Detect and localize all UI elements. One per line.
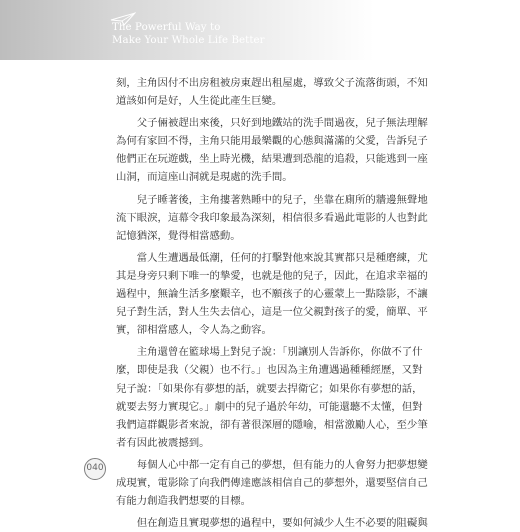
text-line: 就要去努力實現它。」劇中的兒子過於年幼，可能還聽不太懂，但對 [116,400,423,413]
text-line: 記憶猶深，覺得相當感動。 [116,229,241,242]
paragraph [116,74,428,110]
text-line: 者有因此被震撼到。 [116,436,210,449]
text-line: 山洞，而這座山洞就是現處的洗手間。 [116,171,293,184]
text-line: 我們這群觀影者來說，卻有著很深層的隱喻，相當激勵人心，至少筆 [116,418,428,431]
text-line: 其是身旁只剩下唯一的摯愛，也就是他的兒子，因此，在追求幸福的 [116,269,428,282]
body-text [116,74,428,532]
text-line: 流下眼淚，這幕令我印象最為深刻，相信很多看過此電影的人也對此 [116,211,428,224]
text-line: 有能力創造我們想要的目標。 [116,495,252,508]
text-line: 為何有家回不得，主角只能用最樂觀的心態與滿滿的父愛，告訴兒子 [116,135,428,148]
text-line: 父子倆被趕出來後，只好到地鐵站的洗手間過夜，兒子無法理解 [116,117,428,130]
text-line: 主角還曾在籃球場上對兒子說：「別讓別人告訴你，你做不了什 [116,346,423,359]
book-title-line-1: The Powerful Way to [112,22,221,33]
text-line: 每個人心中都一定有自己的夢想，但有能力的人會努力把夢想變 [116,458,428,471]
running-header [0,0,520,60]
paragraph [116,514,428,532]
text-line: 成現實，電影除了向我們傳達應該相信自己的夢想外，還要堅信自己 [116,476,428,489]
text-line: 麼，即使是我（父親）也不行。」也因為主角遭遇過種種經歷，又對 [116,364,423,377]
paragraph [116,456,428,510]
text-line: 過程中，無論生活多麼艱辛，也不願孩子的心靈蒙上一點陰影，不讓 [116,288,428,301]
paragraph [116,191,428,245]
text-line: 刻，主角因付不出房租被房東趕出租屋處，導致父子流落街頭，不知 [116,77,428,89]
text-line: 當人生遭遇最低潮，任何的打擊對他來說其實都只是種磨練，尤 [116,251,428,264]
book-title [112,22,265,47]
paragraph [116,343,428,452]
book-title-line-2: Make Your Whole Life Better [112,34,265,46]
paragraph [116,249,428,339]
text-line: 道該如何是好，人生從此產生巨變。 [116,95,283,108]
text-line: 實，卻相當感人，令人為之動容。 [116,324,272,337]
text-line: 他們正在玩遊戲，坐上時光機，結果遭到恐龍的追殺，只能逃到一座 [116,153,428,166]
text-line: 兒子睡著後，主角摟著熟睡中的兒子，坐靠在廁所的牆邊無聲地 [116,193,428,206]
text-line: 但在創造且實現夢想的過程中，要如何減少人生不必要的阻礙與 [116,517,428,530]
text-line: 兒子對生活，對人生失去信心，這是一位父親對孩子的愛，簡單、平 [116,306,428,319]
page-number: 040 [84,458,106,480]
paragraph [116,114,428,186]
text-line: 兒子說：「如果你有夢想的話，就要去捍衛它；如果你有夢想的話， [116,382,423,395]
